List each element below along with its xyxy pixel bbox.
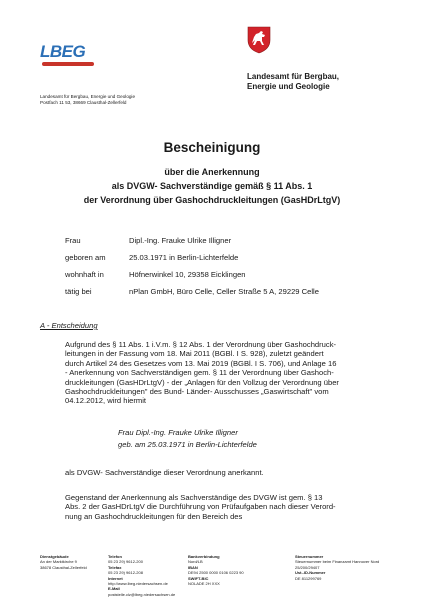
paragraph-line: leitungen in der Fassung vom 18. Mai 2011 (BGBl. I S. 928), zuletzt geändert	[65, 349, 324, 359]
paragraph-line: Gashochdruckleitungen" des Bund- Länder- Ausschusses „Gaswirtschaft" vom	[65, 387, 329, 397]
footer-line: 38678 Clausthal-Zellerfeld	[40, 564, 87, 570]
field-label: Frau	[65, 236, 81, 245]
field-label: wohnhaft in	[65, 270, 104, 279]
footer-line: Bankverbindung	[188, 554, 220, 559]
person-birth-italic: geb. am 25.03.1971 in Berlin-Lichterfelde	[118, 440, 257, 449]
footer-line: Telefax	[108, 564, 122, 570]
paragraph-line: druckleitungen (GasHDrLtgV) - der „Anlagen für den Vollzug der Verordnung über	[65, 377, 339, 387]
document-title: Bescheinigung	[163, 140, 261, 155]
footer-line: 05 23 29) 9612-208	[108, 570, 143, 576]
scope-paragraph	[65, 493, 383, 521]
field-value: 25.03.1971 in Berlin-Lichterfelde	[129, 253, 239, 262]
footer-line: Ust.-ID-Nummer	[295, 570, 326, 576]
footer-column-tax	[295, 554, 390, 581]
field-value: nPlan GmbH, Büro Celle, Celler Straße 5 A, 29229 Celle	[129, 287, 319, 296]
paragraph-line: 04.12.2012, wird hiermit	[65, 396, 147, 406]
footer-line: Steuernummer beim Finanzamt Hannover Nord	[295, 559, 380, 565]
footer-line: E-Mail	[108, 586, 120, 592]
footer-line: Steuernummer	[295, 554, 324, 559]
authority-name	[247, 72, 339, 92]
paragraph-line: Gegenstand der Anerkennung als Sachverständige des DVGW ist gem. § 13	[65, 493, 323, 502]
footer-line: DE 811299769	[295, 575, 322, 581]
field-value: Dipl.-Ing. Frauke Ulrike Illigner	[129, 236, 232, 245]
lbeg-logo-text: LBEG	[40, 42, 86, 61]
authority-line: Landesamt für Bergbau,	[247, 72, 340, 81]
person-name-italic: Frau Dipl.-Ing. Frauke Ulrike Illigner	[118, 428, 238, 437]
footer-line: http://www.lbeg.niedersachsen.de	[108, 581, 168, 587]
field-label: geboren am	[65, 253, 106, 262]
sender-line: Landesamt für Bergbau, Energie und Geologie	[40, 94, 136, 99]
paragraph-line: - Anerkennung von Sachverständigen gem. § 11 der Verordnung über Gashoch-	[65, 368, 334, 378]
niedersachsen-crest-icon	[247, 26, 271, 54]
footer-column-contact	[108, 554, 188, 597]
sender-line: Postfach 11 53, 38669 Clausthal-Zellerfeld	[40, 100, 127, 105]
paragraph-line: nung an Gashochdruckleitungen für den Bereich des	[65, 511, 243, 521]
authority-line: Energie und Geologie	[247, 82, 330, 91]
lbeg-logo	[40, 42, 100, 68]
footer-line: SWIFT-BIC	[188, 575, 209, 581]
decision-paragraph	[65, 340, 383, 406]
footer-column-bank	[188, 554, 268, 586]
sender-address	[40, 94, 135, 106]
recognition-line: als DVGW- Sachverständige dieser Verordnung anerkannt.	[65, 468, 264, 477]
footer	[40, 554, 390, 597]
field-label: tätig bei	[65, 287, 92, 296]
paragraph-line: durch Artikel 24 des Gesetzes vom 13. Mai 2019 (BGBl. I S. 706), und Anlage 16	[65, 358, 337, 368]
lbeg-logo-swoosh	[42, 62, 94, 66]
footer-line: 05 23 29) 9612-200	[108, 559, 143, 565]
footer-line: NOLADE 2H XXX	[188, 581, 220, 587]
footer-line: Nord/LB	[188, 559, 203, 565]
field-value: Höfnerwinkel 10, 29358 Eicklingen	[129, 270, 246, 279]
subtitle-line: der Verordnung über Gashochdruckleitungen (GasHDrLtgV)	[83, 195, 341, 205]
footer-line: Internet	[108, 575, 123, 581]
footer-line: 25/200/29407	[295, 564, 320, 570]
footer-column-address	[40, 554, 110, 570]
footer-line: An der Marktkirche 9	[40, 559, 77, 565]
paragraph-line: Aufgrund des § 11 Abs. 1 i.V.m. § 12 Abs. 1 der Verordnung über Gashochdruck-	[65, 340, 337, 349]
section-heading: A - Entscheidung	[40, 321, 98, 330]
subtitle-line: über die Anerkennung	[164, 167, 260, 177]
paragraph-line: Abs. 2 der GasHDrLtgV die Durchführung von Prüfaufgaben nach dieser Verord-	[65, 502, 336, 512]
footer-line: Telefon	[108, 554, 122, 559]
footer-line: poststelle.clz@lbeg.niedersachsen.de	[108, 591, 176, 597]
footer-line: IBAN	[188, 564, 198, 570]
subtitle-line: als DVGW- Sachverständige gemäß § 11 Abs. 1	[111, 181, 313, 191]
footer-line: Dienstgebäude	[40, 554, 69, 559]
footer-line: DE94 2500 0000 0106 0223 90	[188, 570, 244, 576]
